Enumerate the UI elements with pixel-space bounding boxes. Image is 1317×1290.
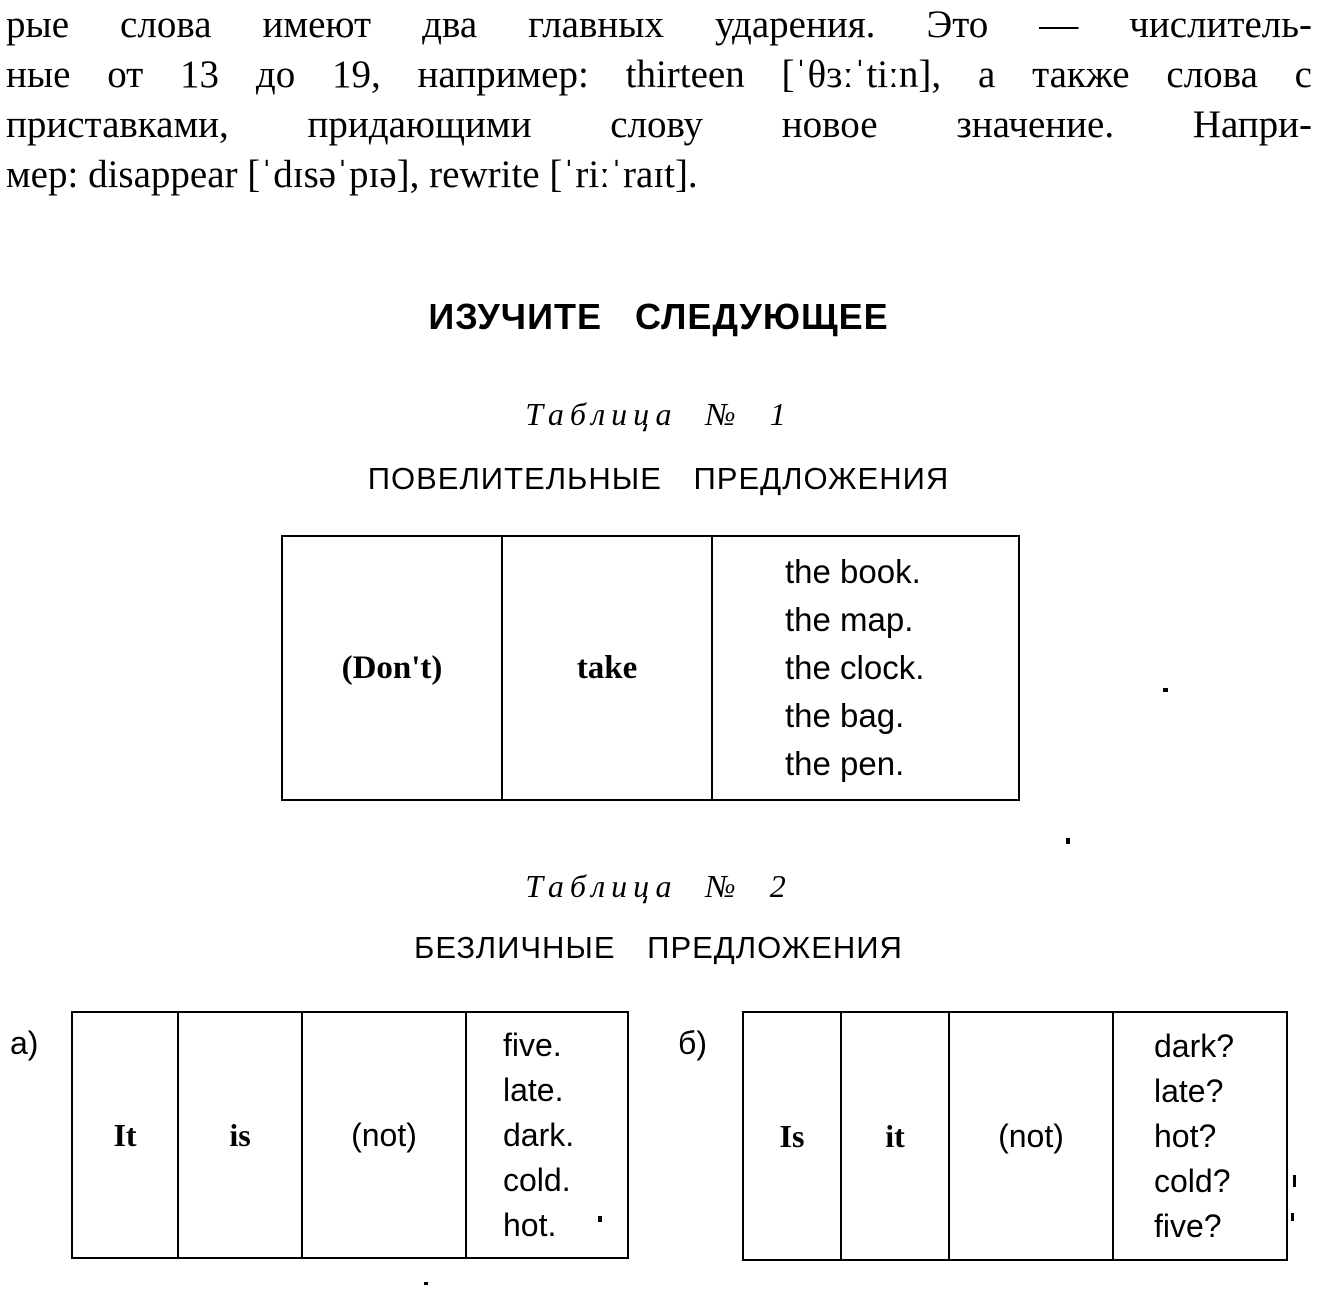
table2-caption: Таблица № 2: [525, 868, 792, 904]
table1-object: the bag.: [785, 697, 905, 734]
table2b-word: dark?: [1154, 1027, 1235, 1064]
print-speck: [1066, 838, 1070, 844]
table2a-cell-it: It: [72, 1012, 178, 1258]
intro-line: ные от 13 до 19, например: thirteen [ˈθɜːˈtiːn], а также слова с: [6, 53, 1312, 96]
print-speck: [1293, 1175, 1296, 1187]
table2b-cell-is: Is: [743, 1012, 841, 1260]
section-heading: ИЗУЧИТЕ СЛЕДУЮЩЕЕ: [428, 296, 889, 337]
table2a-label: а): [10, 1025, 39, 1061]
table2b-cell-it: it: [841, 1012, 949, 1260]
table1-object: the map.: [785, 601, 914, 638]
table2a-word: late.: [503, 1071, 564, 1108]
print-speck: [1291, 1213, 1294, 1221]
intro-line: приставками, придающими слову новое значение. Напри-: [6, 103, 1312, 146]
table2a-cell-not: (not): [302, 1012, 466, 1258]
intro-line: рые слова имеют два главных ударения. Это — числитель-: [6, 3, 1312, 46]
table1-caption: Таблица № 1: [525, 396, 792, 432]
table2-title: БЕЗЛИЧНЫЕ ПРЕДЛОЖЕНИЯ: [414, 930, 903, 965]
table2b-cell-words: [1113, 1012, 1287, 1260]
print-speck: [1163, 688, 1168, 692]
table2b-word: five?: [1154, 1207, 1222, 1244]
table1-object: the pen.: [785, 745, 905, 782]
table2a-word: five.: [503, 1026, 562, 1063]
table2a-cell-words: [466, 1012, 628, 1258]
table1-object: the book.: [785, 553, 921, 590]
table1-title: ПОВЕЛИТЕЛЬНЫЕ ПРЕДЛОЖЕНИЯ: [367, 461, 950, 496]
intro-line: мер: disappear [ˈdɪsəˈpɪə], rewrite [ˈriːˈraɪt].: [6, 153, 698, 196]
print-speck: [598, 1216, 602, 1222]
intro-paragraph: [6, 0, 1312, 200]
table1-object: the clock.: [785, 649, 925, 686]
table2b-word: late?: [1154, 1072, 1224, 1109]
table2a-word: hot.: [503, 1206, 557, 1243]
table2a-cell-is: is: [178, 1012, 302, 1258]
table2b-cell-not: (not): [949, 1012, 1113, 1260]
table2a-word: cold.: [503, 1161, 571, 1198]
impersonal-table-a: [71, 1011, 629, 1259]
table1-cell-objects: [712, 536, 1019, 800]
table2b-word: hot?: [1154, 1117, 1217, 1154]
table1-cell-take: take: [502, 536, 712, 800]
impersonal-table-b: [742, 1011, 1288, 1261]
table2b-word: cold?: [1154, 1162, 1231, 1199]
table2b-label: б): [678, 1025, 707, 1061]
table1-cell-dont: (Don't): [282, 536, 502, 800]
table2a-word: dark.: [503, 1116, 575, 1153]
print-speck: [424, 1282, 428, 1285]
imperative-table: [281, 535, 1020, 801]
